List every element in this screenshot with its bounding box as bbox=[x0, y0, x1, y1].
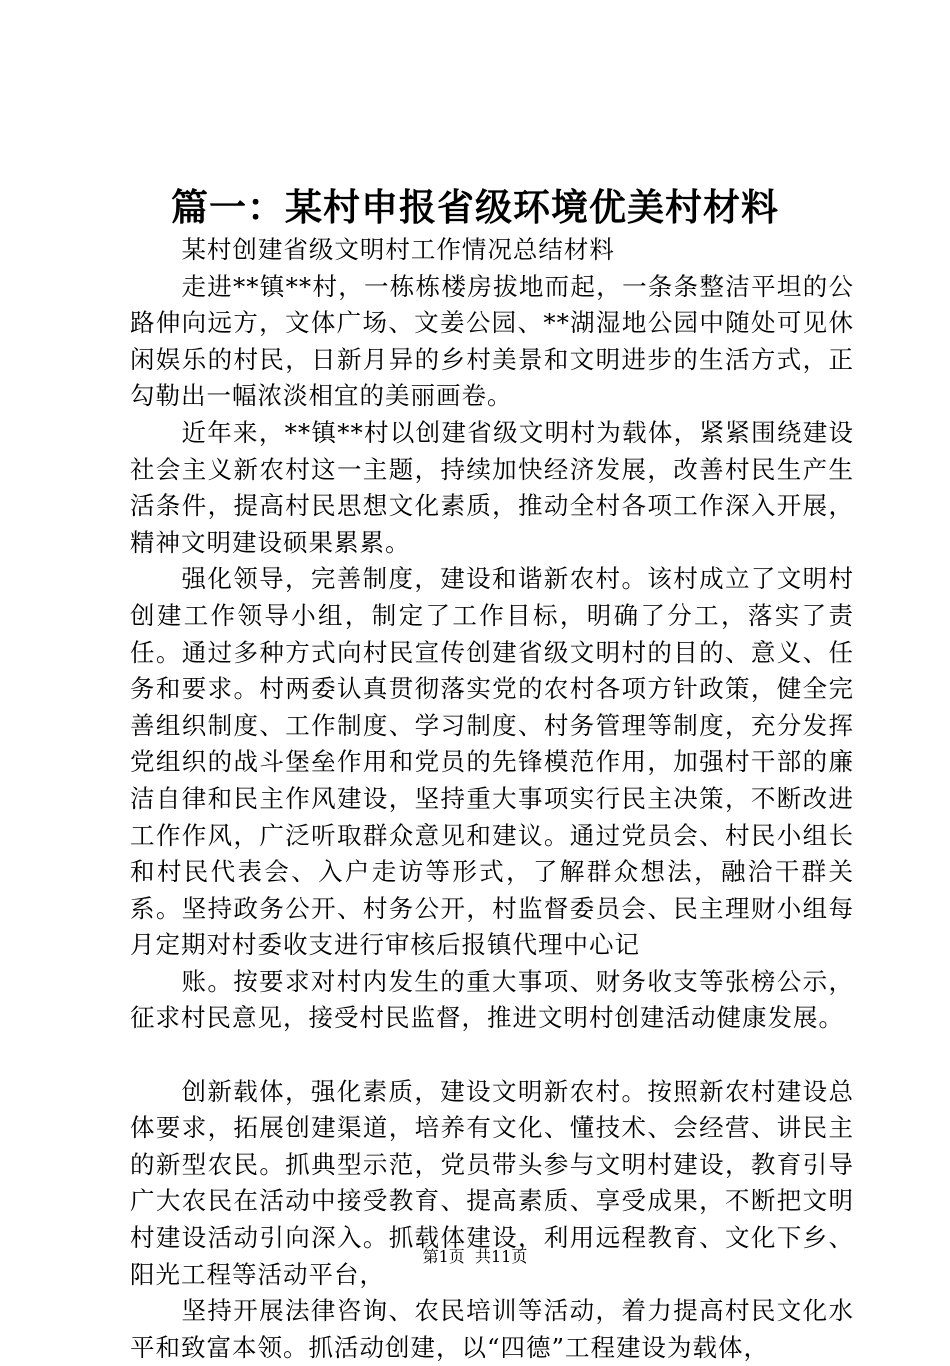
intro-paragraph: 走进**镇**村，一栋栋楼房拔地而起，一条条整洁平坦的公路伸向远方，文体广场、文姜公园、**湖湿地公园中随处可见休闲娱乐的村民，日新月异的乡村美景和文明进步的生活方式，正勾勒出一幅浓淡相宜的美丽画卷。 bbox=[130, 271, 854, 411]
page-footer bbox=[0, 1247, 950, 1267]
accounting-paragraph: 账。按要求对村内发生的重大事项、财务收支等张榜公示，征求村民意见，接受村民监督，推进文明村创建活动健康发展。 bbox=[130, 966, 854, 1033]
subtitle-paragraph: 某村创建省级文明村工作情况总结材料 bbox=[181, 235, 615, 264]
page-total: 共11页 bbox=[474, 1247, 528, 1266]
overview-paragraph: 近年来，**镇**村以创建省级文明村为载体，紧紧围绕建设社会主义新农村这一主题，持续加快经济发展，改善村民生产生活条件，提高村民思想文化素质，推动全村各项工作深入开展，精神文明建设硕果累累。 bbox=[130, 417, 854, 557]
training-paragraph: 坚持开展法律咨询、农民培训等活动，着力提高村民文化水平和致富本领。抓活动创建，以“四德”工程建设为载体， bbox=[130, 1296, 854, 1362]
page-number: 第1页 bbox=[422, 1247, 465, 1266]
innovation-paragraph: 创新载体，强化素质，建设文明新农村。按照新农村建设总体要求，拓展创建渠道，培养有文化、懂技术、会经营、讲民主的新型农民。抓典型示范，党员带头参与文明村建设，教育引导广大农民在活动中接受教育、提高素质、享受成果，不断把文明村建设活动引向深入。抓载体建设，利用远程教育、文化下乡、阳光工程等活动平台， bbox=[130, 1076, 854, 1289]
document-body bbox=[130, 232, 854, 1366]
leadership-paragraph: 强化领导，完善制度，建设和谐新农村。该村成立了文明村创建工作领导小组，制定了工作目标，明确了分工，落实了责任。通过多种方式向村民宣传创建省级文明村的目的、意义、任务和要求。村两委认真贯彻落实党的农村各项方针政策，健全完善组织制度、工作制度、学习制度、村务管理等制度，充分发挥党组织的战斗堡垒作用和党员的先锋模范作用，加强村干部的廉洁自律和民主作风建设，坚持重大事项实行民主决策，不断改进工作作风，广泛听取群众意见和建议。通过党员会、村民小组长和村民代表会、入户走访等形式，了解群众想法，融洽干群关系。坚持政务公开、村务公开，村监督委员会、民主理财小组每月定期对村委收支进行审核后报镇代理中心记 bbox=[130, 564, 854, 960]
document-title: 篇一：某村申报省级环境优美村材料 bbox=[171, 185, 779, 229]
